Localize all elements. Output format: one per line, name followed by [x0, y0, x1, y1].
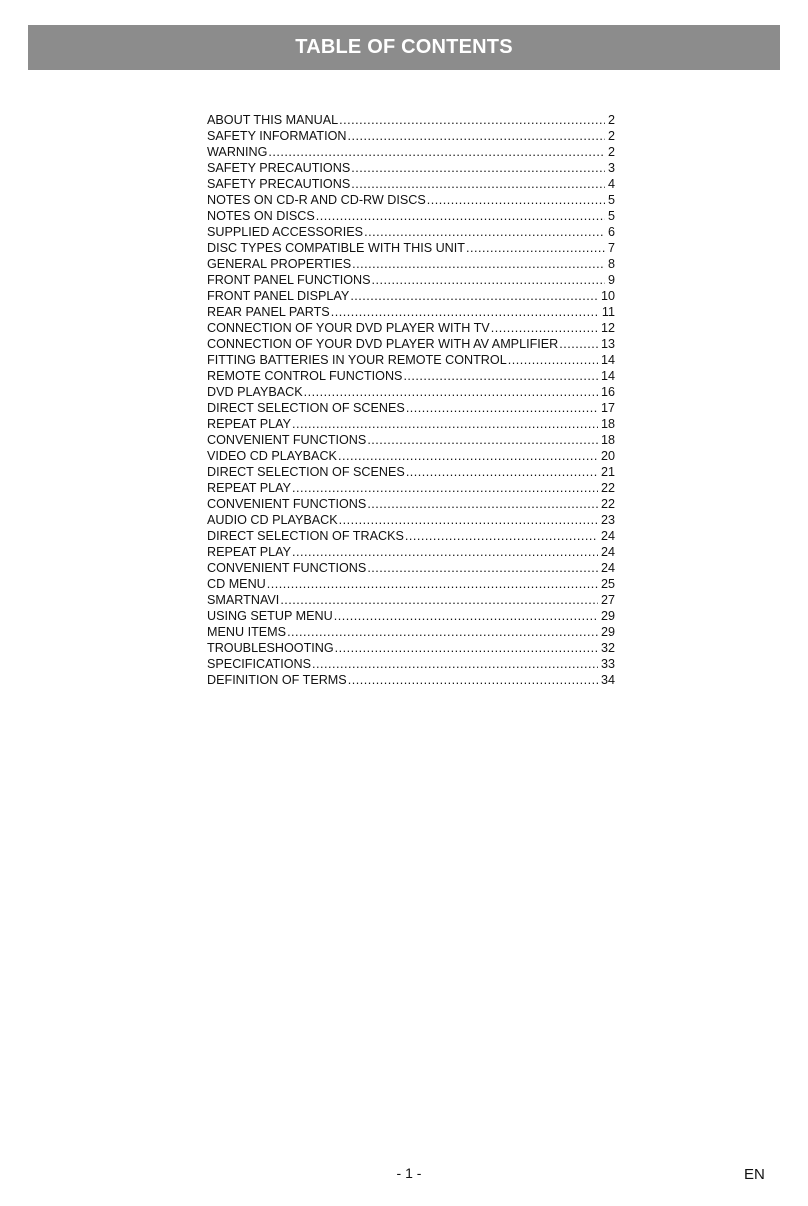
toc-entry-title: FRONT PANEL FUNCTIONS [207, 273, 371, 287]
toc-leader-dots [331, 304, 599, 320]
toc-leader-dots [350, 288, 598, 304]
toc-entry [207, 176, 615, 192]
toc-entry-page: 11 [601, 305, 615, 319]
toc-leader-dots [268, 144, 605, 160]
toc-entry [207, 416, 615, 432]
toc-entry-page: 9 [607, 273, 615, 287]
toc-entry [207, 608, 615, 624]
toc-entry-title: CONVENIENT FUNCTIONS [207, 561, 367, 575]
toc-entry-title: CONVENIENT FUNCTIONS [207, 433, 367, 447]
toc-leader-dots [348, 672, 598, 688]
toc-entry [207, 384, 615, 400]
toc-entry [207, 192, 615, 208]
toc-leader-dots [338, 448, 598, 464]
toc-leader-dots [339, 512, 598, 528]
toc-entry-page: 12 [600, 321, 615, 335]
toc-entry-page: 20 [600, 449, 615, 463]
toc-entry-page: 5 [607, 209, 615, 223]
toc-leader-dots [559, 336, 598, 352]
toc-entry-title: SUPPLIED ACCESSORIES [207, 225, 364, 239]
toc-entry [207, 208, 615, 224]
toc-entry-page: 4 [607, 177, 615, 191]
toc-leader-dots [367, 560, 598, 576]
toc-entry-page: 24 [600, 561, 615, 575]
toc-entry [207, 512, 615, 528]
toc-entry-title: REAR PANEL PARTS [207, 305, 330, 319]
toc-entry-title: CONVENIENT FUNCTIONS [207, 497, 367, 511]
toc-entry [207, 256, 615, 272]
language-code: EN [744, 1166, 765, 1183]
toc-entry-title: GENERAL PROPERTIES [207, 257, 352, 271]
toc-entry-title: CONNECTION OF YOUR DVD PLAYER WITH AV AMPLIFIER [207, 337, 559, 351]
toc-entry-page: 8 [607, 257, 615, 271]
toc-leader-dots [372, 272, 605, 288]
toc-entry-title: DISC TYPES COMPATIBLE WITH THIS UNIT [207, 241, 465, 255]
toc-entry-page: 16 [600, 385, 615, 399]
toc-entry-page: 3 [607, 161, 615, 175]
toc-leader-dots [334, 608, 598, 624]
toc-entry-title: NOTES ON DISCS [207, 209, 315, 223]
toc-entry-title: REPEAT PLAY [207, 481, 291, 495]
toc-entry-page: 5 [607, 193, 615, 207]
toc-entry-page: 27 [600, 593, 615, 607]
toc-entry [207, 352, 615, 368]
toc-leader-dots [312, 656, 598, 672]
toc-entry-title: WARNING [207, 145, 268, 159]
toc-entry [207, 656, 615, 672]
toc-entry-page: 10 [600, 289, 615, 303]
toc-leader-dots [351, 176, 605, 192]
toc-entry [207, 336, 615, 352]
toc-entry-page: 6 [607, 225, 615, 239]
toc-entry-title: DEFINITION OF TERMS [207, 673, 347, 687]
toc-leader-dots [406, 400, 598, 416]
toc-entry-page: 29 [600, 625, 615, 639]
toc-entry-title: FRONT PANEL DISPLAY [207, 289, 350, 303]
toc-leader-dots [466, 240, 605, 256]
toc-entry-page: 18 [600, 433, 615, 447]
toc-leader-dots [403, 368, 598, 384]
toc-entry [207, 480, 615, 496]
toc-entry [207, 560, 615, 576]
toc-leader-dots [335, 640, 598, 656]
toc-entry-page: 22 [600, 497, 615, 511]
toc-entry-title: USING SETUP MENU [207, 609, 333, 623]
table-of-contents [207, 112, 615, 688]
toc-entry-page: 22 [600, 481, 615, 495]
toc-entry [207, 592, 615, 608]
toc-entry-title: DIRECT SELECTION OF SCENES [207, 465, 405, 479]
toc-leader-dots [304, 384, 598, 400]
toc-entry-title: SAFETY PRECAUTIONS [207, 177, 351, 191]
toc-leader-dots [367, 432, 598, 448]
page-title: TABLE OF CONTENTS [295, 36, 513, 58]
toc-leader-dots [292, 480, 598, 496]
toc-entry [207, 224, 615, 240]
toc-entry-page: 24 [600, 545, 615, 559]
toc-leader-dots [292, 544, 598, 560]
toc-entry-page: 2 [607, 113, 615, 127]
toc-leader-dots [405, 528, 598, 544]
toc-entry-page: 2 [607, 129, 615, 143]
toc-entry [207, 128, 615, 144]
toc-leader-dots [491, 320, 598, 336]
toc-entry-title: CONNECTION OF YOUR DVD PLAYER WITH TV [207, 321, 490, 335]
toc-leader-dots [352, 256, 605, 272]
toc-entry-page: 18 [600, 417, 615, 431]
toc-entry [207, 672, 615, 688]
toc-entry [207, 640, 615, 656]
toc-leader-dots [508, 352, 598, 368]
toc-entry [207, 112, 615, 128]
toc-leader-dots [364, 224, 605, 240]
toc-leader-dots [292, 416, 598, 432]
toc-entry [207, 288, 615, 304]
toc-entry-page: 2 [607, 145, 615, 159]
toc-leader-dots [287, 624, 598, 640]
toc-entry [207, 544, 615, 560]
toc-entry-page: 34 [600, 673, 615, 687]
toc-entry [207, 576, 615, 592]
toc-entry-title: REPEAT PLAY [207, 417, 291, 431]
toc-leader-dots [351, 160, 605, 176]
toc-entry-page: 13 [600, 337, 615, 351]
toc-entry-title: SAFETY INFORMATION [207, 129, 347, 143]
toc-entry-title: DVD PLAYBACK [207, 385, 303, 399]
toc-entry-title: FITTING BATTERIES IN YOUR REMOTE CONTROL [207, 353, 507, 367]
toc-entry [207, 448, 615, 464]
toc-entry-page: 32 [600, 641, 615, 655]
toc-entry [207, 304, 615, 320]
toc-leader-dots [427, 192, 605, 208]
toc-leader-dots [339, 112, 605, 128]
toc-entry-title: AUDIO CD PLAYBACK [207, 513, 338, 527]
toc-entry-title: TROUBLESHOOTING [207, 641, 334, 655]
toc-entry [207, 160, 615, 176]
toc-entry-page: 14 [600, 369, 615, 383]
toc-entry-title: DIRECT SELECTION OF TRACKS [207, 529, 404, 543]
toc-entry [207, 496, 615, 512]
toc-entry-title: REPEAT PLAY [207, 545, 291, 559]
toc-entry-page: 25 [600, 577, 615, 591]
page-number: - 1 - [396, 1165, 422, 1181]
toc-entry-title: DIRECT SELECTION OF SCENES [207, 401, 405, 415]
toc-entry [207, 528, 615, 544]
toc-entry [207, 272, 615, 288]
toc-entry [207, 240, 615, 256]
toc-leader-dots [267, 576, 598, 592]
toc-entry-page: 14 [600, 353, 615, 367]
toc-entry-page: 33 [600, 657, 615, 671]
toc-leader-dots [367, 496, 598, 512]
toc-entry-title: VIDEO CD PLAYBACK [207, 449, 337, 463]
toc-entry [207, 432, 615, 448]
toc-entry [207, 144, 615, 160]
toc-entry-page: 24 [600, 529, 615, 543]
toc-entry-page: 21 [600, 465, 615, 479]
header-bar [28, 25, 780, 70]
toc-entry-title: REMOTE CONTROL FUNCTIONS [207, 369, 403, 383]
toc-leader-dots [406, 464, 598, 480]
toc-entry-page: 23 [600, 513, 615, 527]
toc-entry [207, 320, 615, 336]
toc-entry [207, 464, 615, 480]
toc-entry-page: 7 [607, 241, 615, 255]
toc-leader-dots [347, 128, 605, 144]
toc-entry-title: SPECIFICATIONS [207, 657, 312, 671]
toc-entry [207, 400, 615, 416]
toc-leader-dots [280, 592, 598, 608]
toc-entry [207, 368, 615, 384]
toc-entry [207, 624, 615, 640]
toc-leader-dots [316, 208, 605, 224]
toc-entry-title: ABOUT THIS MANUAL [207, 113, 339, 127]
toc-entry-page: 17 [600, 401, 615, 415]
toc-entry-title: SMARTNAVI [207, 593, 280, 607]
toc-entry-title: SAFETY PRECAUTIONS [207, 161, 351, 175]
toc-entry-page: 29 [600, 609, 615, 623]
toc-entry-title: CD MENU [207, 577, 266, 591]
toc-entry-title: MENU ITEMS [207, 625, 287, 639]
toc-entry-title: NOTES ON CD-R AND CD-RW DISCS [207, 193, 426, 207]
